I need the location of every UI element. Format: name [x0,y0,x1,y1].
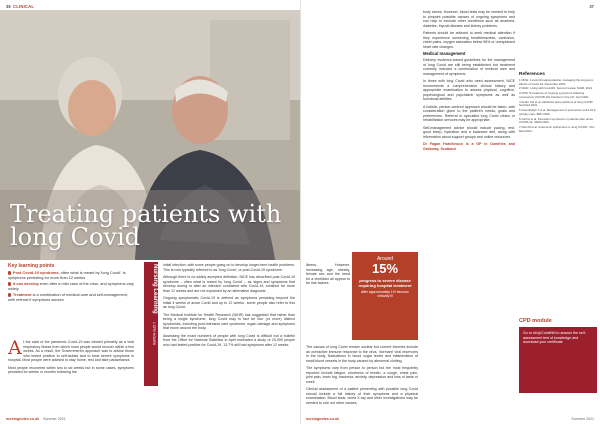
page-header [589,4,594,9]
stat-callout [352,252,418,340]
banner-brand: Nursing Learning [152,264,158,314]
stat-source: after approximately 1% become critically ill [361,290,409,298]
page-footer [306,417,339,421]
drop-cap: A [8,337,22,359]
key-learning-item: Treatment is a combination of medical care and self-management, with referral if symptoms worsen [8,292,128,302]
reference-item: 5 Greenhalgh T et al. Management of post-acute covid-19 in primary care. BMJ 2020. [519,108,597,116]
footer-date: Summer 2021 [571,417,594,421]
footer-site: nursingnotes.co.uk [6,417,40,421]
footer-date: Summer 2021 [43,417,66,421]
reference-item: 1 NICE. Covid-19 rapid guideline: managing the long-term effects of Covid-19. December 2020. [519,78,594,86]
page-header [6,4,34,9]
section-label: CLINICAL [13,4,35,9]
key-learning-points [8,263,134,304]
key-learning-title: Key learning points [8,263,55,269]
key-learning-item: It can develop even after a mild case of the virus, and symptoms vary widely [8,281,134,291]
cpd-title: CPD module [519,318,552,324]
medical-management-subhead: Medical management [423,51,466,56]
footer-site: nursingnotes.co.uk [306,417,340,421]
author-bio: Dr Fagan Hutchinson is a GP in Dumfries and Galloway, Scotland [423,142,515,151]
page-footer [6,417,66,421]
body-column-3b: The causes of long Covid remain unclear but current theories include an overactive immune response to the virus, 'dormant' viral reservoirs in the body, fluctuations in blood sugar levels and inflammation of small blood vessels in the body caused by abnormal clotting. The symptoms vary from person to person but the most frequently reported include fatigue, shortness of breath, a cough, chest pain, joint pain, brain fog, insomnia, anxiety, depression and loss of taste or smell. Clinical assessment of a patient presenting with possible long Covid should include a full history of their symptoms and a physical examination. Blood tests, chest X-ray and other investigations may be needed to rule out other causes. [306,345,418,405]
page-footer-date [567,417,594,421]
reference-item: 3 ONS. Prevalence of ongoing symptoms following coronavirus (COVID-19) infection in the UK. April 2021. [519,91,590,99]
body-column-4: body stores. However, blood tests may be needed to help to pinpoint possible causes of ongoing symptoms and can help to exclude other conditions such as anaemia, diabetes, thyroid disease and kidney problems. Patients should be advised to seek medical attention if they experience worsening breathlessness, confusion, chest pains, oxygen saturation below 96% or unexplained heart rate changes. Medical management Delivery evidence-based guidelines for the management of long Covid are still being established but treatment currently includes a combination of medical care and management of symptoms. In those with long Covid who need assessment, NICE recommends a comprehensive clinical history and appropriate examination to assess physical, cognitive, psychological and psychiatric symptoms as well as functional abilities. A holistic, person-centred approach should be taken, with consideration given to the patient's needs, goals and preferences. Referral to specialist long Covid clinics or rehabilitation services may be appropriate. Self-management advice should include pacing, rest, good sleep, hydration and a balanced diet, along with information about support groups and online resources. Dr Fagan Hutchinson is a GP in Dumfries and Galloway, Scotland [423,10,515,151]
page-number: 37 [589,4,594,9]
reference-item: 4 Sudre CH et al. Attributes and predictors of long COVID. Nat Med 2021. [519,99,594,108]
reference-item: 6 Carfi A et al. Persistent symptoms in patients after acute COVID-19. JAMA 2020. [519,116,594,125]
cpd-instructions: Go to bit.ly/CovidNN to answer the self-assessment test of knowledge and download your certificate [519,327,597,393]
stat-number: 15% [371,261,399,276]
body-column-3a: illness. However, increasing age, obesity, female sex and the need for a ventilator all appear to be risk factors. [306,263,350,285]
nursing-learning-banner [144,262,158,386]
reference-item: 2 NIHR. Living with Covid19. Second review. NIHR, 2021. [519,86,593,91]
page-number: 36 [6,4,11,9]
references-panel [519,72,597,135]
article-headline: Treating patients with long Covid [10,200,282,251]
stat-text: progress to severe disease requiring hospital treatment [358,278,412,288]
references-title: References [519,72,545,77]
stat-prefix: Around [376,256,394,262]
body-column-1: At the start of the pandemic Covid-19 was viewed primarily as a viral respiratory illness from which most people would recover within a few weeks. As a result, the Government's approach was to advise those who tested positive to self-isolate and to treat severe symptoms in hospital. Most people were advised to stay home, rest and take paracetamol. Most people recovered within two to six weeks but in some cases, symptoms persisted for weeks or months following the [8,337,134,374]
banner-cpd-hours: 1 CPD HOURS [152,322,156,346]
key-learning-item: Post Covid-19 syndrome, often what is meant by 'long Covid', is symptoms persisting for more than 12 weeks [8,270,126,280]
cpd-module [519,318,597,393]
body-column-2: initial infection, with some people going on to develop longer-term health problems. This is now typically referred to as 'long Covid', or post-Covid-19 syndrome. Although there is no widely accepted definition, NICE has described post-Covid-19 syndrome – often what is meant by 'long Covid' – as 'signs and symptoms that develop during or after an infection consistent with Covid-19, continue for more than 12 weeks and are not explained by an alternative diagnosis'. Ongoing symptomatic Covid-19 is defined as symptoms persisting beyond the initial 4 weeks of acute Covid and up to 12 weeks', some people also refer to this as long Covid. The Medical Institute for Health Research (NIHR) has suggested that rather than being a single syndrome, long Covid may in fact be four (or more) distinct syndromes, including post-intensive care syndrome, organ damage and symptoms that move around the body. Assessing the exact numbers of people with long Covid is difficult but a bulletin from the Office for National Statistics in April estimated a study of 20,000 people who had tested positive for Covid-19, 13.7% still had symptoms after 12 weeks. [163,263,295,347]
reference-item: 7 Dani M et al. Autonomic dysfunction in 'long COVID'. Clin Med 2021. [519,125,595,133]
